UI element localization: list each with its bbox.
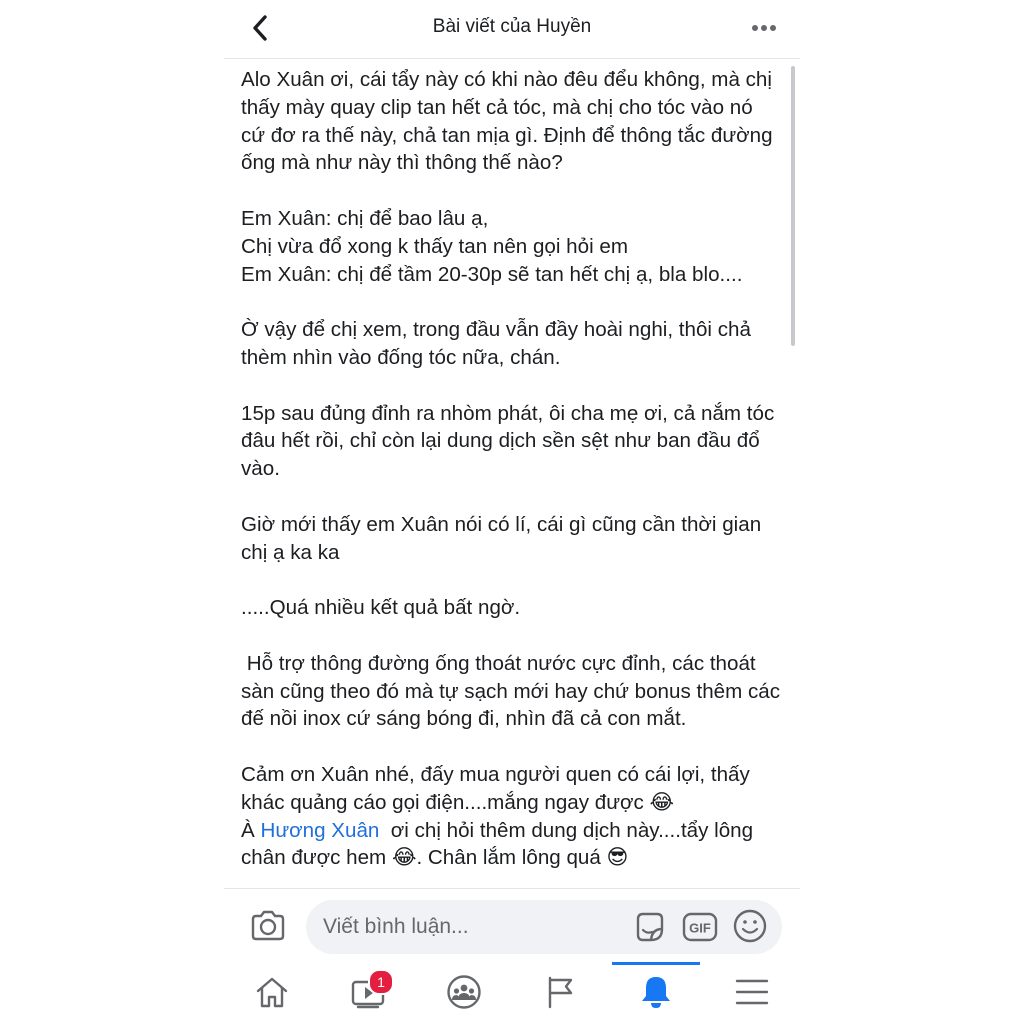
page-title: Bài viết của Huyền [432, 16, 592, 37]
camera-icon [249, 907, 287, 945]
smiley-icon [732, 908, 768, 944]
sticker-button[interactable] [632, 909, 668, 945]
comment-composer [224, 888, 800, 964]
bottom-tab-bar [224, 962, 800, 1024]
post-text: . Chân lắm lông quá [416, 846, 607, 870]
post-paragraph: .....Quá nhiều kết quả bất ngờ. [241, 596, 521, 620]
post-text: ơi chị hỏi thêm dung dịch này....tẩy lông chân được hem [241, 818, 759, 870]
gif-label: GIF [689, 920, 711, 936]
laughing-emoji-icon: 😂 [391, 845, 417, 870]
post-screen [224, 0, 800, 1024]
home-icon [254, 974, 290, 1010]
post-paragraph: Giờ mới thấy em Xuân nói có lí, cái gì cũng cần thời gian chị ạ ka ka [241, 512, 767, 564]
post-paragraph-last [241, 761, 781, 872]
tab-home[interactable] [224, 962, 320, 1024]
groups-icon [446, 974, 482, 1010]
gif-button[interactable] [682, 911, 718, 943]
tab-video[interactable] [320, 962, 416, 1024]
sticker-icon [632, 909, 668, 945]
laughing-emoji-icon: 😂 [649, 789, 675, 814]
camera-button[interactable] [249, 907, 287, 945]
post-paragraph: Alo Xuân ơi, cái tẩy này có khi nào đêu đểu không, mà chị thấy mày quay clip tan hết cả tóc, mà chị cho tóc vào nó cứ đơ ra thế này, chả tan mịa gì. Định để thông tắc đường ống mà như này thì thông thế nào? [241, 68, 779, 175]
post-body [241, 66, 786, 900]
post-paragraph: Hỗ trợ thông đường ống thoát nước cực đỉnh, các thoát sàn cũng theo đó mà tự sạch mới hay chứ bonus thêm các đế nồi inox cứ sáng bóng đi, nhìn đã cả con mắt. [241, 651, 786, 731]
flag-icon [542, 974, 578, 1010]
top-bar [224, 0, 800, 59]
emoji-button[interactable] [732, 908, 768, 944]
tab-groups[interactable] [416, 962, 512, 1024]
menu-icon [734, 974, 770, 1010]
tab-menu[interactable] [704, 962, 800, 1024]
more-button[interactable] [750, 16, 778, 40]
tab-notifications[interactable] [608, 962, 704, 1024]
post-paragraph: Em Xuân: chị để bao lâu ạ, Chị vừa đổ xong k thấy tan nên gọi hỏi em Em Xuân: chị để tầm 20-30p sẽ tan hết chị ạ, bla blo.... [241, 206, 743, 286]
post-text: À [241, 818, 261, 842]
bell-icon [638, 974, 674, 1010]
post-text: Cảm ơn Xuân nhé, đấy mua người quen có cái lợi, thấy khác quảng cáo gọi điện....mắng ngay được [241, 762, 756, 814]
tab-pages[interactable] [512, 962, 608, 1024]
gif-icon [682, 911, 718, 943]
sunglasses-emoji-icon: 😎 [606, 845, 629, 870]
post-paragraph: Ờ vậy để chị xem, trong đầu vẫn đầy hoài nghi, thôi chả thèm nhìn vào đống tóc nữa, chán. [241, 318, 757, 369]
notification-badge: 1 [368, 969, 394, 995]
post-paragraph: 15p sau đủng đỉnh ra nhòm phát, ôi cha mẹ ơi, cả nắm tóc đâu hết rồi, chỉ còn lại dung dịch sền sệt như ban đầu đổ vào. [241, 401, 780, 481]
mention-link[interactable]: Hương Xuân [260, 818, 380, 842]
scrollbar[interactable] [791, 66, 795, 346]
more-horizontal-icon [750, 16, 778, 40]
